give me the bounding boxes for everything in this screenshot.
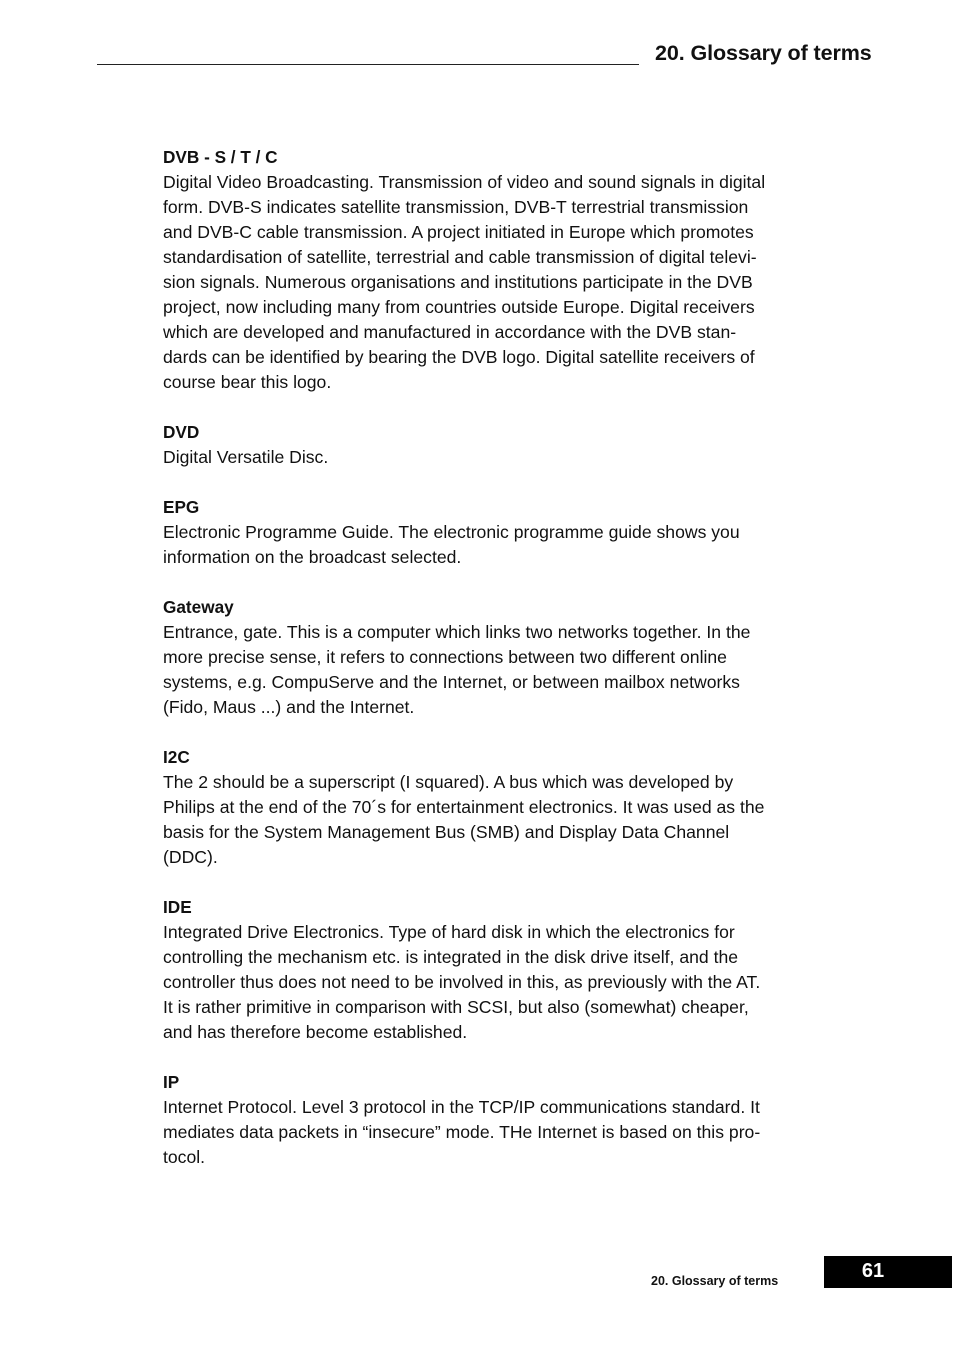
definition-line: which are developed and manufactured in accordance with the DVB stan-: [163, 322, 737, 342]
glossary-term: IP: [163, 1072, 180, 1092]
definition-line: tocol.: [163, 1147, 206, 1167]
glossary-entry-dvb: [163, 145, 823, 395]
glossary-term: IDE: [163, 897, 192, 917]
glossary-term: DVB - S / T / C: [163, 147, 278, 167]
footer-chapter-label: 20. Glossary of terms: [651, 1274, 779, 1288]
definition-line: The 2 should be a superscript (I squared). A bus which was developed by: [163, 772, 734, 792]
definition-line: controlling the mechanism etc. is integrated in the disk drive itself, and the: [163, 947, 739, 967]
chapter-title: 20. Glossary of terms: [655, 41, 872, 65]
glossary-entry-gateway: [163, 595, 823, 720]
definition-line: Digital Video Broadcasting. Transmission of video and sound signals in digital: [163, 172, 766, 192]
definition-line: dards can be identified by bearing the DVB logo. Digital satellite receivers of: [163, 347, 755, 367]
definition-line: standardisation of satellite, terrestrial and cable transmission of digital televi-: [163, 247, 757, 267]
glossary-term: EPG: [163, 497, 200, 517]
page-number-box: [824, 1256, 952, 1288]
definition-line: and DVB-C cable transmission. A project initiated in Europe which promotes: [163, 222, 754, 242]
definition-line: sion signals. Numerous organisations and institutions participate in the DVB: [163, 272, 753, 292]
definition-line: controller thus does not need to be involved in this, as previously with the AT.: [163, 972, 761, 992]
definition-line: systems, e.g. CompuServe and the Internet, or between mailbox networks: [163, 672, 740, 692]
definition-line: form. DVB-S indicates satellite transmission, DVB-T terrestrial transmission: [163, 197, 749, 217]
definition-line: Electronic Programme Guide. The electronic programme guide shows you: [163, 522, 740, 542]
definition-line: Philips at the end of the 70´s for entertainment electronics. It was used as the: [163, 797, 765, 817]
definition-line: basis for the System Management Bus (SMB) and Display Data Channel: [163, 822, 730, 842]
definition-line: Integrated Drive Electronics. Type of hard disk in which the electronics for: [163, 922, 735, 942]
definition-line: information on the broadcast selected.: [163, 547, 462, 567]
page-number: 61: [861, 1260, 885, 1282]
definition-line: Entrance, gate. This is a computer which links two networks together. In the: [163, 622, 751, 642]
definition-line: mediates data packets in “insecure” mode. THe Internet is based on this pro-: [163, 1122, 761, 1142]
definition-line: project, now including many from countries outside Europe. Digital receivers: [163, 297, 755, 317]
definition-line: (DDC).: [163, 847, 218, 867]
definition-line: course bear this logo.: [163, 372, 332, 392]
glossary-entry-epg: [163, 495, 823, 570]
glossary-content: [163, 145, 823, 1195]
glossary-term: Gateway: [163, 597, 234, 617]
definition-line: It is rather primitive in comparison with SCSI, but also (somewhat) cheaper,: [163, 997, 749, 1017]
definition-line: and has therefore become established.: [163, 1022, 468, 1042]
glossary-entry-i2c: [163, 745, 823, 870]
header-rule: [97, 64, 639, 65]
definition-line: Internet Protocol. Level 3 protocol in the TCP/IP communications standard. It: [163, 1097, 760, 1117]
glossary-entry-ide: [163, 895, 823, 1045]
definition-line: more precise sense, it refers to connections between two different online: [163, 647, 727, 667]
definition-line: Digital Versatile Disc.: [163, 447, 329, 467]
glossary-entry-ip: [163, 1070, 823, 1170]
definition-line: (Fido, Maus ...) and the Internet.: [163, 697, 415, 717]
glossary-entry-dvd: [163, 420, 823, 470]
glossary-term: DVD: [163, 422, 200, 442]
glossary-term: I2C: [163, 747, 190, 767]
